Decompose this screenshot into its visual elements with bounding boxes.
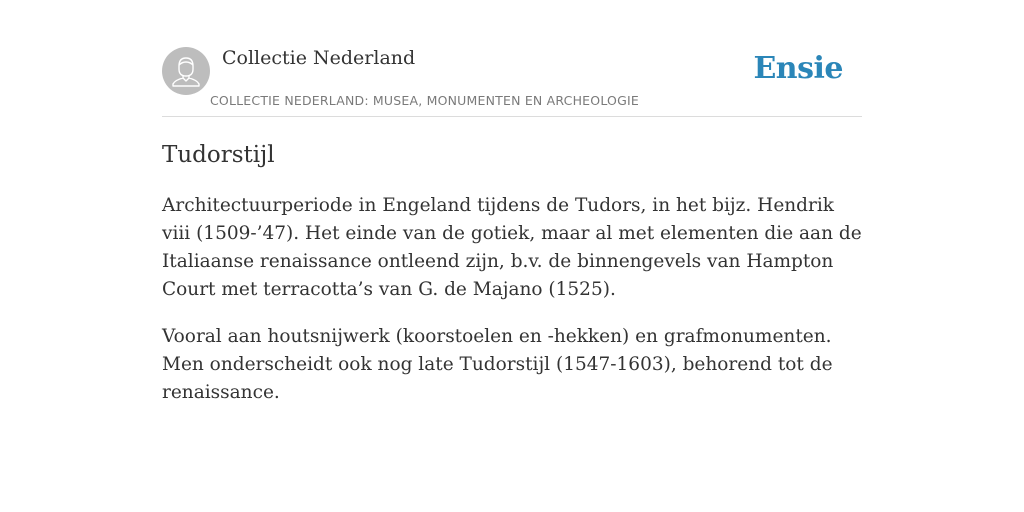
paragraph: Architectuurperiode in Engeland tijdens de Tudors, in het bijz. Hendrik viii (1509-’47). Het einde van de gotiek, maar al met elementen die aan de Italiaanse renaissance ontleend zijn, b.v. de binnengevels van Hampton Court met terracotta’s van G. de Majano (1525). — [162, 195, 862, 300]
article-body — [162, 192, 862, 426]
brand-logo[interactable]: Ensie — [753, 51, 843, 86]
user-icon — [162, 47, 210, 95]
page-title: Tudorstijl — [162, 142, 275, 168]
paragraph: Vooral aan houtsnijwerk (koorstoelen en -hekken) en grafmonumenten. Men onderscheidt ook nog late Tudorstijl (1547-1603), behorend tot de renaissance. — [162, 326, 833, 403]
header — [162, 46, 862, 117]
avatar[interactable] — [162, 47, 210, 95]
author-name[interactable]: Collectie Nederland — [222, 47, 416, 69]
source-label[interactable]: COLLECTIE NEDERLAND: MUSEA, MONUMENTEN EN ARCHEOLOGIE — [210, 93, 639, 108]
